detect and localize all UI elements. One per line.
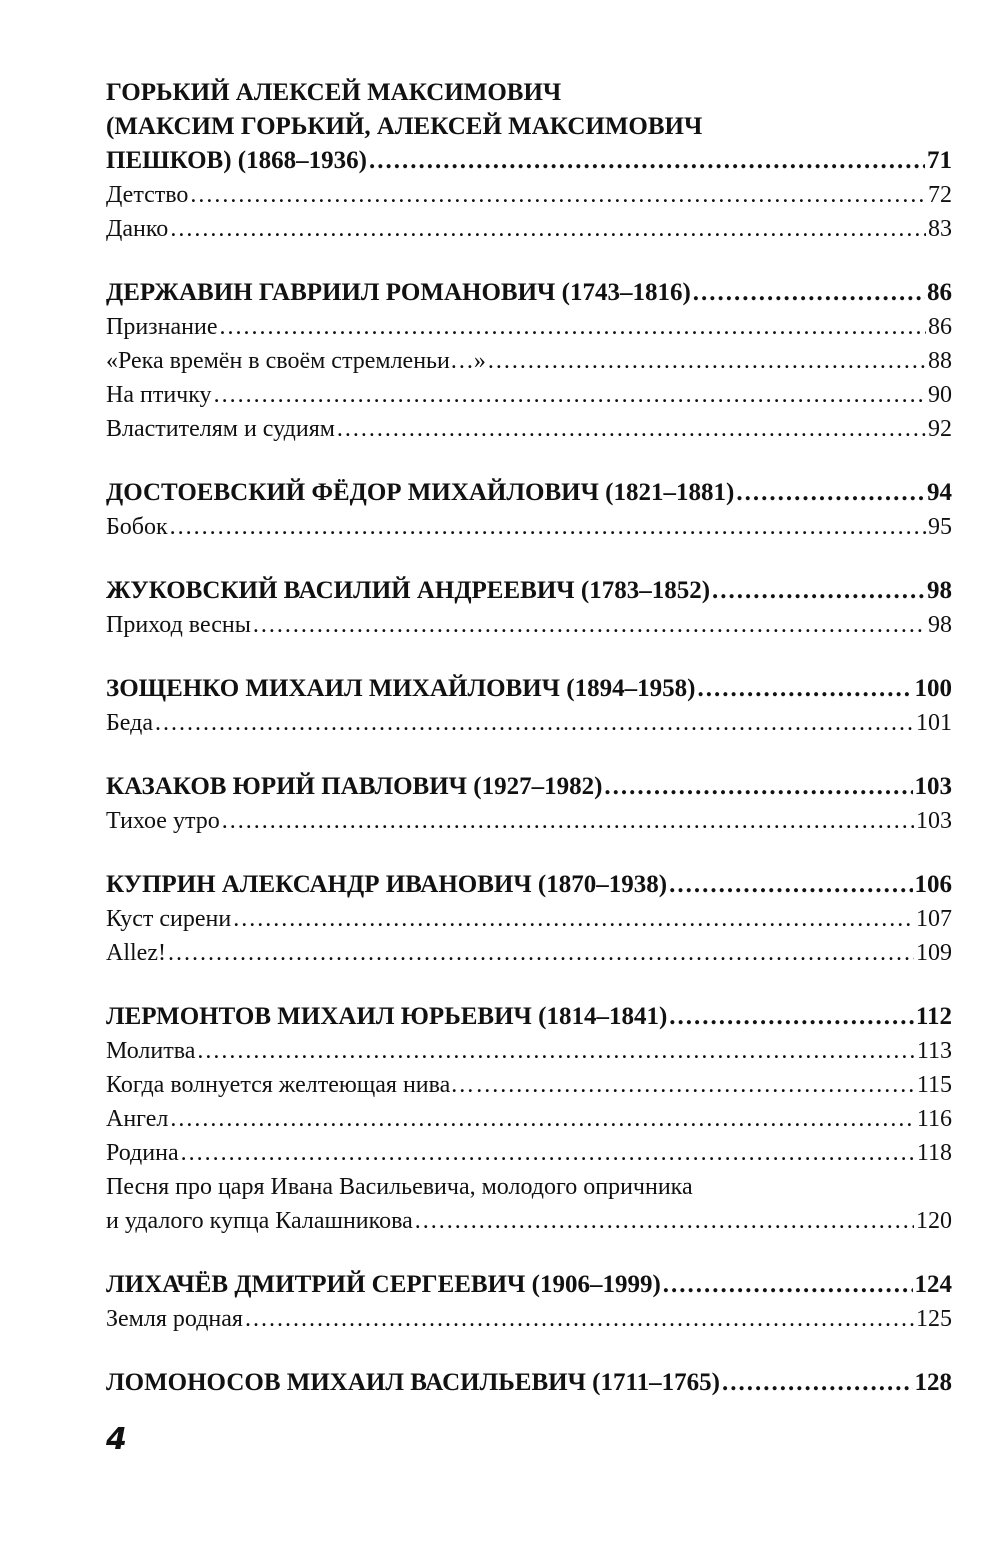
page-ref: 128 — [914, 1369, 952, 1396]
author-section — [106, 868, 952, 970]
dot-leader — [663, 1268, 913, 1302]
work-entry[interactable] — [106, 1204, 952, 1238]
work-title: Ангел — [106, 1106, 169, 1132]
page-ref: 125 — [916, 1306, 952, 1332]
author-section — [106, 1000, 952, 1238]
work-title: Данко — [106, 216, 169, 242]
author-name: КУПРИН АЛЕКСАНДР ИВАНОВИЧ (1870–1938) — [106, 871, 668, 898]
author-section — [106, 76, 952, 246]
work-title: Allez! — [106, 940, 166, 966]
work-title: Куст сирени — [106, 906, 232, 932]
dot-leader — [693, 276, 925, 310]
author-entry[interactable] — [106, 770, 952, 804]
dot-leader — [245, 1302, 914, 1336]
author-entry[interactable] — [106, 574, 952, 608]
dot-leader — [170, 1102, 915, 1136]
author-section — [106, 1268, 952, 1336]
author-section — [106, 672, 952, 740]
author-name-line: ГОРЬКИЙ АЛЕКСЕЙ МАКСИМОВИЧ — [106, 79, 562, 106]
page-number: 4 — [106, 1422, 127, 1457]
dot-leader — [220, 310, 927, 344]
author-name: ПЕШКОВ) (1868–1936) — [106, 147, 367, 174]
work-title: На птичку — [106, 382, 212, 408]
dot-leader — [233, 902, 914, 936]
page-ref: 90 — [928, 382, 952, 408]
work-title: Бобок — [106, 514, 168, 540]
page-ref: 83 — [928, 216, 952, 242]
dot-leader — [170, 510, 926, 544]
page-ref: 88 — [928, 348, 952, 374]
author-section — [106, 476, 952, 544]
dot-leader — [369, 144, 925, 178]
author-name: ЗОЩЕНКО МИХАИЛ МИХАЙЛОВИЧ (1894–1958) — [106, 675, 696, 702]
author-section — [106, 1366, 952, 1400]
page-ref: 100 — [914, 675, 952, 702]
work-title: Приход весны — [106, 612, 251, 638]
author-name: ЛОМОНОСОВ МИХАИЛ ВАСИЛЬЕВИЧ (1711–1765) — [106, 1369, 720, 1396]
dot-leader — [337, 412, 926, 446]
page-ref: 101 — [916, 710, 952, 736]
dot-leader — [669, 1000, 914, 1034]
author-entry[interactable] — [106, 1366, 952, 1400]
dot-leader — [214, 378, 926, 412]
table-of-contents — [106, 76, 952, 1430]
dot-leader — [197, 1034, 914, 1068]
work-title: Когда волнуется желтеющая нива… — [106, 1072, 475, 1098]
page-ref: 86 — [927, 279, 952, 306]
dot-leader — [253, 608, 926, 642]
dot-leader — [155, 706, 914, 740]
dot-leader — [736, 476, 925, 510]
dot-leader — [170, 212, 926, 246]
dot-leader — [476, 1068, 915, 1102]
author-section — [106, 770, 952, 838]
author-name: ДЕРЖАВИН ГАВРИИЛ РОМАНОВИЧ (1743–1816) — [106, 279, 691, 306]
author-entry[interactable] — [106, 1268, 952, 1302]
author-section — [106, 276, 952, 446]
work-title: Тихое утро — [106, 808, 220, 834]
page-ref: 116 — [916, 1106, 952, 1132]
author-name: ЛЕРМОНТОВ МИХАИЛ ЮРЬЕВИЧ (1814–1841) — [106, 1003, 668, 1030]
page-ref: 94 — [927, 479, 952, 506]
work-entry[interactable] — [106, 212, 952, 246]
page-ref: 103 — [914, 773, 952, 800]
work-entry[interactable] — [106, 608, 952, 642]
work-entry[interactable] — [106, 412, 952, 446]
work-title: Земля родная — [106, 1306, 243, 1332]
work-title: «Река времён в своём стремленьи…» — [106, 348, 486, 374]
page-ref: 112 — [915, 1003, 952, 1030]
work-entry[interactable] — [106, 1136, 952, 1170]
work-entry[interactable] — [106, 902, 952, 936]
page-ref: 71 — [927, 147, 952, 174]
page-ref: 124 — [914, 1271, 952, 1298]
dot-leader — [222, 804, 914, 838]
page-ref: 107 — [916, 906, 952, 932]
author-entry[interactable] — [106, 868, 952, 902]
work-entry[interactable] — [106, 936, 952, 970]
work-title: Признание — [106, 314, 218, 340]
dot-leader — [488, 344, 926, 378]
page-ref: 95 — [928, 514, 952, 540]
dot-leader — [722, 1366, 913, 1400]
dot-leader — [669, 868, 912, 902]
work-title: Властителям и судиям — [106, 416, 335, 442]
work-title: и удалого купца Калашникова — [106, 1208, 413, 1234]
page-ref: 109 — [916, 940, 952, 966]
work-entry[interactable] — [106, 510, 952, 544]
work-entry[interactable] — [106, 1034, 952, 1068]
author-name: КАЗАКОВ ЮРИЙ ПАВЛОВИЧ (1927–1982) — [106, 773, 603, 800]
work-title: Молитва — [106, 1038, 196, 1064]
dot-leader — [168, 936, 914, 970]
work-title-line: Песня про царя Ивана Васильевича, молодого опричника — [106, 1174, 693, 1200]
author-name: ДОСТОЕВСКИЙ ФЁДОР МИХАЙЛОВИЧ (1821–1881) — [106, 479, 735, 506]
work-title: Беда — [106, 710, 153, 736]
author-name: ЛИХАЧЁВ ДМИТРИЙ СЕРГЕЕВИЧ (1906–1999) — [106, 1271, 661, 1298]
page-ref: 106 — [914, 871, 952, 898]
page-ref: 118 — [916, 1140, 952, 1166]
work-entry[interactable] — [106, 1302, 952, 1336]
author-section — [106, 574, 952, 642]
page-ref: 103 — [916, 808, 952, 834]
page-ref: 113 — [916, 1038, 952, 1064]
page-ref: 92 — [928, 416, 952, 442]
dot-leader — [415, 1204, 914, 1238]
dot-leader — [712, 574, 925, 608]
work-entry[interactable] — [106, 378, 952, 412]
dot-leader — [181, 1136, 915, 1170]
dot-leader — [604, 770, 912, 804]
work-entry[interactable] — [106, 344, 952, 378]
page-ref: 115 — [916, 1072, 952, 1098]
author-entry[interactable] — [106, 672, 952, 706]
page-ref: 72 — [928, 182, 952, 208]
dot-leader — [697, 672, 912, 706]
author-entry[interactable] — [106, 476, 952, 510]
work-entry[interactable] — [106, 310, 952, 344]
work-entry[interactable] — [106, 1068, 952, 1102]
author-name: ЖУКОВСКИЙ ВАСИЛИЙ АНДРЕЕВИЧ (1783–1852) — [106, 577, 711, 604]
author-entry[interactable] — [106, 144, 952, 178]
author-entry[interactable] — [106, 276, 952, 310]
dot-leader — [190, 178, 926, 212]
work-entry[interactable] — [106, 1102, 952, 1136]
work-entry[interactable] — [106, 706, 952, 740]
page-ref: 98 — [927, 577, 952, 604]
work-title: Родина — [106, 1140, 179, 1166]
page-ref: 86 — [928, 314, 952, 340]
author-name-line: (МАКСИМ ГОРЬКИЙ, АЛЕКСЕЙ МАКСИМОВИЧ — [106, 113, 703, 140]
work-entry[interactable] — [106, 804, 952, 838]
page-ref: 120 — [916, 1208, 952, 1234]
page-ref: 98 — [928, 612, 952, 638]
work-title: Детство — [106, 182, 189, 208]
author-entry[interactable] — [106, 1000, 952, 1034]
work-entry[interactable] — [106, 178, 952, 212]
